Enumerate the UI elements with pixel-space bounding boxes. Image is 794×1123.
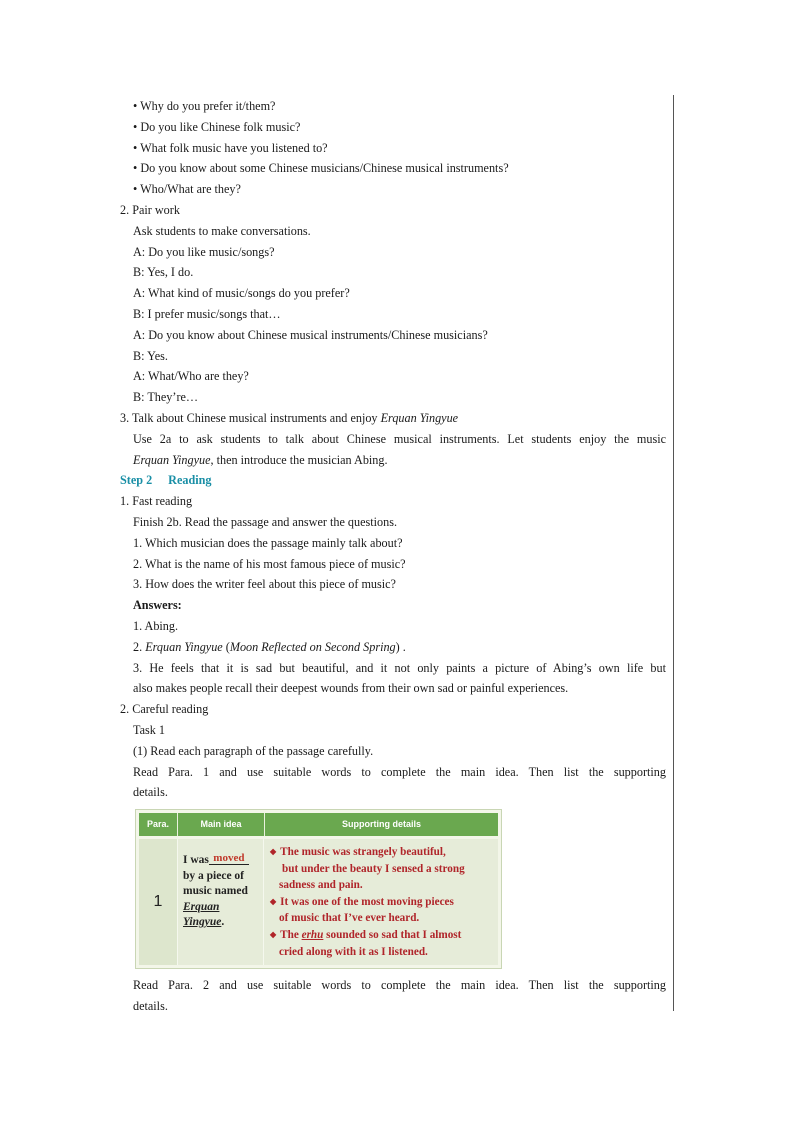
detail-line: but under the beauty I sensed a strong bbox=[282, 862, 465, 875]
step-label: Step 2 bbox=[120, 473, 153, 488]
diamond-bullet-icon: ◆ bbox=[270, 930, 277, 940]
instruction-text: , then introduce the musician Abing. bbox=[210, 452, 388, 467]
main-idea-line bbox=[183, 900, 263, 916]
main-idea-answer: moved bbox=[209, 853, 249, 865]
main-idea-prefix: I was bbox=[183, 854, 209, 867]
dialogue-line: B: Yes, I do. bbox=[133, 265, 194, 280]
dialogue-line: B: They’re… bbox=[133, 390, 199, 405]
table-row bbox=[139, 839, 498, 965]
dialogue-line: B: Yes. bbox=[133, 348, 168, 363]
instruction-line: Use 2a to ask students to talk about Chinese musical instruments. Let students enjoy the music bbox=[133, 431, 666, 446]
question-line: • Who/What are they? bbox=[133, 182, 241, 197]
step-title: Reading bbox=[168, 473, 212, 488]
main-idea-line: by a piece of bbox=[183, 869, 245, 882]
music-title: Erquan Yingyue bbox=[133, 452, 211, 467]
answer-paren-open: ( bbox=[222, 639, 230, 654]
instruction-line: Read Para. 2 and use suitable words to complete the main idea. Then list the supporting bbox=[133, 978, 666, 993]
instruction-line: details. bbox=[133, 785, 168, 800]
answers-label bbox=[120, 595, 666, 616]
main-idea-title: Erquan bbox=[183, 900, 220, 913]
step-heading bbox=[120, 470, 666, 491]
detail-text: It was one of the most moving pieces bbox=[280, 895, 454, 908]
main-idea-title: Yingyue bbox=[183, 916, 222, 929]
question-line: 2. What is the name of his most famous piece of music? bbox=[133, 556, 406, 571]
answer-title-translation: Moon Reflected on Second Spring bbox=[229, 639, 396, 654]
detail-line: cried along with it as I listened. bbox=[279, 945, 428, 958]
section-heading-talk bbox=[120, 408, 666, 429]
instruction-line: Finish 2b. Read the passage and answer the questions. bbox=[133, 514, 398, 529]
main-idea-cell bbox=[178, 839, 264, 965]
answer-paren-close: ) . bbox=[395, 639, 406, 654]
header-supporting-details: Supporting details bbox=[341, 819, 421, 830]
header-main-idea: Main idea bbox=[178, 813, 265, 836]
lesson-content bbox=[120, 96, 666, 1017]
diamond-bullet-icon: ◆ bbox=[270, 847, 277, 857]
task-label: Task 1 bbox=[133, 722, 165, 737]
answer-title: Erquan Yingyue bbox=[145, 639, 223, 654]
instruction-line: details. bbox=[133, 998, 168, 1013]
section-heading-fast-reading: 1. Fast reading bbox=[120, 494, 193, 509]
dialogue-line: A: Do you know about Chinese musical instruments/Chinese musicians? bbox=[133, 327, 488, 342]
section-heading-careful-reading: 2. Careful reading bbox=[120, 702, 209, 717]
question-line: 3. How does the writer feel about this piece of music? bbox=[133, 577, 396, 592]
question-line: 1. Which musician does the passage mainly talk about? bbox=[133, 535, 403, 550]
detail-italic: erhu bbox=[301, 929, 324, 942]
header-para: Para. bbox=[139, 813, 178, 836]
answer-line: 3. He feels that it is sad but beautiful, and it not only paints a picture of Abing’s own life but bbox=[133, 660, 666, 675]
main-idea-line bbox=[183, 915, 263, 931]
answer-line bbox=[120, 637, 666, 658]
main-idea-line bbox=[183, 853, 263, 869]
talk-heading-text: 3. Talk about Chinese musical instruments and enjoy bbox=[120, 410, 381, 425]
question-line: • Do you like Chinese folk music? bbox=[133, 119, 301, 134]
talk-heading-title: Erquan Yingyue bbox=[380, 410, 459, 425]
margin-rule bbox=[673, 95, 674, 1011]
main-idea-line: music named bbox=[183, 885, 248, 898]
para-number: 1 bbox=[139, 839, 178, 965]
answer-line: 1. Abing. bbox=[133, 618, 179, 633]
question-line: • What folk music have you listened to? bbox=[133, 140, 328, 155]
dialogue-line: B: I prefer music/songs that… bbox=[133, 306, 281, 321]
main-idea-table bbox=[135, 809, 502, 969]
question-line: • Do you know about some Chinese musicians/Chinese musical instruments? bbox=[133, 161, 509, 176]
dialogue-line: A: Do you like music/songs? bbox=[133, 244, 275, 259]
detail-text: sounded so sad that I almost bbox=[323, 929, 462, 942]
dialogue-line: A: What/Who are they? bbox=[133, 369, 249, 384]
answer-line: also makes people recall their deepest wounds from their own sad or painful experiences. bbox=[133, 681, 569, 696]
question-line: • Why do you prefer it/them? bbox=[133, 99, 276, 113]
section-heading-pair-work: 2. Pair work bbox=[120, 202, 180, 217]
detail-line bbox=[270, 927, 498, 944]
instruction-line: Read Para. 1 and use suitable words to complete the main idea. Then list the supporting bbox=[133, 764, 666, 779]
detail-text: The music was strangely beautiful, bbox=[280, 846, 446, 859]
instruction-line: Ask students to make conversations. bbox=[133, 223, 311, 238]
detail-text: The bbox=[280, 929, 302, 942]
table-header bbox=[139, 813, 498, 836]
diamond-bullet-icon: ◆ bbox=[270, 896, 277, 906]
detail-line bbox=[270, 844, 498, 861]
detail-line: sadness and pain. bbox=[279, 879, 363, 892]
instruction-line bbox=[120, 450, 666, 471]
main-idea-period: . bbox=[221, 916, 225, 929]
detail-line: of music that I’ve ever heard. bbox=[279, 912, 420, 925]
answer-number: 2. bbox=[133, 639, 146, 654]
detail-line bbox=[270, 894, 498, 911]
dialogue-line: A: What kind of music/songs do you prefer? bbox=[133, 286, 350, 301]
instruction-line: (1) Read each paragraph of the passage carefully. bbox=[133, 743, 374, 758]
supporting-details-cell bbox=[264, 839, 498, 965]
answers-label-text: Answers: bbox=[133, 598, 182, 613]
